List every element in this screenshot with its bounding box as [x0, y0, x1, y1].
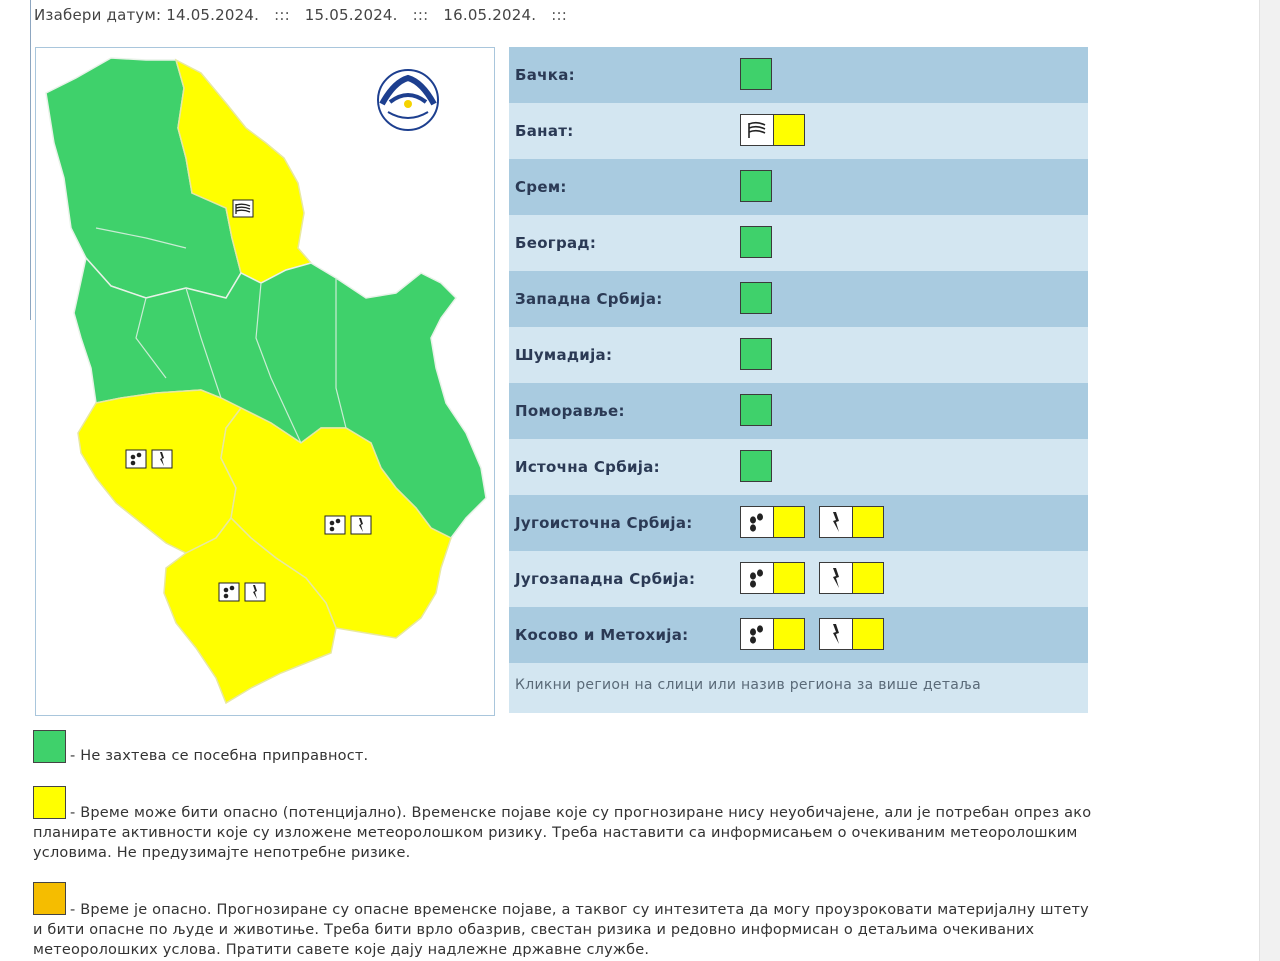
region-hint-text: Кликни регион на слици или назив региона за више детаља	[515, 677, 981, 693]
warning-indicator[interactable]	[740, 338, 772, 370]
date-separator: :::	[412, 6, 429, 24]
legend-swatch-yellow	[33, 786, 66, 819]
warning-indicator[interactable]	[740, 170, 772, 202]
date-separator: :::	[551, 6, 567, 24]
region-name-link[interactable]: Источна Србија:	[515, 458, 660, 476]
region-name-link[interactable]: Поморавље:	[515, 402, 625, 420]
date-link-1[interactable]: 15.05.2024.	[304, 6, 398, 24]
rhmz-logo	[378, 70, 438, 130]
warning-indicator[interactable]	[740, 394, 772, 426]
warning-indicator[interactable]	[819, 618, 884, 650]
rain-icon	[740, 506, 773, 538]
warning-level-green	[740, 450, 772, 482]
warning-level-green	[740, 338, 772, 370]
date-separator: :::	[274, 6, 290, 24]
warning-indicator[interactable]	[740, 226, 772, 258]
rain-icon	[740, 562, 773, 594]
region-row[interactable]	[509, 327, 1088, 383]
thunderstorm-icon	[819, 506, 852, 538]
thunderstorm-icon	[245, 583, 265, 601]
warning-level-yellow	[852, 618, 884, 650]
date-selector-label: Изабери датум:	[34, 6, 162, 24]
warning-level-green	[740, 282, 772, 314]
date-selector	[34, 6, 577, 24]
wind-icon	[740, 114, 773, 146]
warning-level-green	[740, 226, 772, 258]
region-row[interactable]	[509, 439, 1088, 495]
rain-icon	[219, 583, 239, 601]
region-name-link[interactable]: Шумадија:	[515, 346, 613, 364]
region-row[interactable]	[509, 551, 1088, 607]
legend-green	[33, 730, 1093, 763]
legend-swatch-green	[33, 730, 66, 763]
region-row[interactable]	[509, 159, 1088, 215]
region-list	[509, 47, 1088, 713]
scrollbar[interactable]	[1259, 0, 1280, 961]
legend-text-yellow: - Време може бити опасно (потенцијално). Временске појаве које су прогнозиране нису неуобичајене, али је потребан опрез ако планирате активности које су изложене метеоролошком ризику. Треба наставити са информисањем о очекиваним метеоролошким условима. Не предузимајте непотребне ризике.	[33, 805, 1092, 861]
warning-level-green	[740, 58, 772, 90]
wind-icon	[233, 200, 253, 217]
warning-indicator[interactable]	[740, 450, 772, 482]
region-row[interactable]	[509, 103, 1088, 159]
warning-map	[35, 47, 495, 716]
map-region-jugozapadna[interactable]	[78, 390, 241, 553]
rain-icon	[325, 516, 345, 534]
region-name-link[interactable]: Косово и Метохија:	[515, 626, 689, 644]
date-link-0[interactable]: 14.05.2024.	[166, 6, 260, 24]
left-divider	[30, 0, 31, 320]
region-name-link[interactable]: Западна Србија:	[515, 290, 663, 308]
warning-level-yellow	[773, 506, 805, 538]
region-hint	[509, 663, 1088, 713]
legend-yellow	[33, 786, 1093, 863]
serbia-map-svg	[36, 48, 494, 715]
region-name-link[interactable]: Југоисточна Србија:	[515, 514, 693, 532]
region-name-link[interactable]: Срем:	[515, 178, 567, 196]
thunderstorm-icon	[152, 450, 172, 468]
warning-indicator[interactable]	[819, 562, 884, 594]
thunderstorm-icon	[819, 618, 852, 650]
warning-indicator[interactable]	[740, 58, 772, 90]
region-row[interactable]	[509, 607, 1088, 663]
warning-level-yellow	[852, 506, 884, 538]
warning-level-yellow	[773, 618, 805, 650]
legend-orange	[33, 882, 1093, 960]
region-name-link[interactable]: Југозападна Србија:	[515, 570, 696, 588]
warning-level-yellow	[773, 562, 805, 594]
legend-text-orange: - Време је опасно. Прогнозиране су опасне временске појаве, а таквог су интезитета да могу проузроковати материјалну штету и бити опасне по људе и животиње. Треба бити врло обазрив, свестан ризика и редовно информисан о детаљима очекиваних метеоролошких услова. Пратити савете које дају надлежне државне службе.	[33, 902, 1089, 958]
date-link-2[interactable]: 16.05.2024.	[443, 6, 537, 24]
region-name-link[interactable]: Банат:	[515, 122, 574, 140]
legend-swatch-orange	[33, 882, 66, 915]
warning-indicator[interactable]	[740, 114, 805, 146]
region-row[interactable]	[509, 215, 1088, 271]
warning-indicator[interactable]	[740, 506, 805, 538]
thunderstorm-icon	[351, 516, 371, 534]
warning-level-green	[740, 170, 772, 202]
region-row[interactable]	[509, 271, 1088, 327]
warning-level-yellow	[852, 562, 884, 594]
warning-indicator[interactable]	[740, 282, 772, 314]
region-name-link[interactable]: Бачка:	[515, 66, 575, 84]
region-row[interactable]	[509, 47, 1088, 103]
warning-level-yellow	[773, 114, 805, 146]
rain-icon	[740, 618, 773, 650]
legend-text-green: - Не захтева се посебна приправност.	[70, 748, 369, 764]
warning-indicator[interactable]	[740, 618, 805, 650]
rain-icon	[126, 450, 146, 468]
region-row[interactable]	[509, 383, 1088, 439]
warning-indicator[interactable]	[740, 562, 805, 594]
warning-indicator[interactable]	[819, 506, 884, 538]
thunderstorm-icon	[819, 562, 852, 594]
region-name-link[interactable]: Београд:	[515, 234, 597, 252]
region-row[interactable]	[509, 495, 1088, 551]
warning-level-green	[740, 394, 772, 426]
